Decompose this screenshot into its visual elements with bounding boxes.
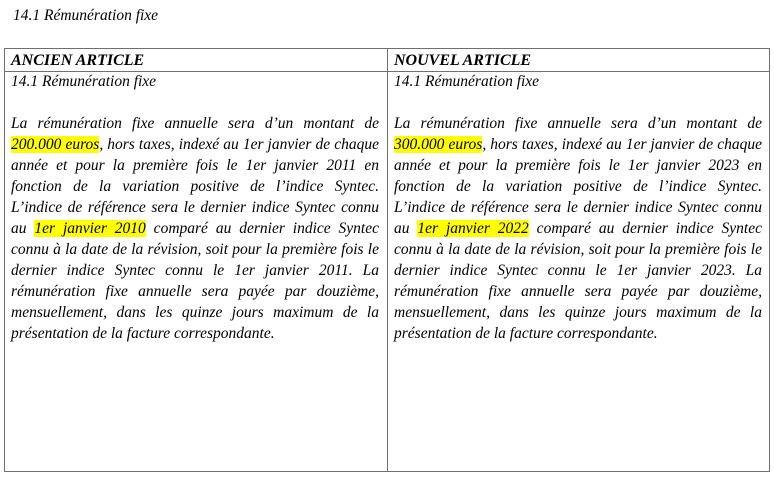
new-article-header: NOUVEL ARTICLE [394,52,532,69]
document-heading: 14.1 Rémunération fixe [13,7,159,24]
new-article-text-2: , hors taxes, indexé au 1er janvier de chaque année et pour la première fois le 1er janvier 2023 en fonction de la variation positive de l’indice Syntec. L’indice de référence sera le dernier indice Syntec connu au [394,136,763,237]
old-article-cell [11,72,379,344]
old-article-date-highlight: 1er janvier 2010 [34,220,146,237]
new-article-text-1: La rémunération fixe annuelle sera d’un montant de [394,115,762,132]
old-article-amount-highlight: 200.000 euros [11,136,100,153]
old-article-text-2: , hors taxes, indexé au 1er janvier de chaque année et pour la première fois le 1er janvier 2011 en fonction de la variation positive de l’indice Syntec. L’indice de référence sera le dernier indice Syntec connu au [11,136,380,237]
comparison-table [4,48,770,472]
old-article-text-3: comparé au dernier indice Syntec connu à la date de la révision, soit pour la première fois le dernier indice Syntec connu le 1er janvier 2011. La rémunération fixe annuelle sera payée par douzième, mensuellement, dans les quinze jours maximum de la présentation de la facture correspondante. [11,220,379,342]
old-article-text-1: La rémunération fixe annuelle sera d’un montant de [11,115,379,132]
new-article-amount-highlight: 300.000 euros [394,136,483,153]
new-article-text-3: comparé au dernier indice Syntec connu à la date de la révision, soit pour la première fois le dernier indice Syntec connu le 1er janvier 2023. La rémunération fixe annuelle sera payée par douzième, mensuellement, dans les quinze jours maximum de la présentation de la facture correspondante. [394,220,762,342]
old-article-subheading: 14.1 Rémunération fixe [11,73,157,90]
old-article-paragraph [11,113,379,344]
column-divider [387,49,388,471]
old-article-header: ANCIEN ARTICLE [11,52,145,69]
new-article-date-highlight: 1er janvier 2022 [417,220,529,237]
new-article-cell [394,72,762,344]
new-article-paragraph [394,113,762,344]
new-article-subheading: 14.1 Rémunération fixe [394,73,540,90]
